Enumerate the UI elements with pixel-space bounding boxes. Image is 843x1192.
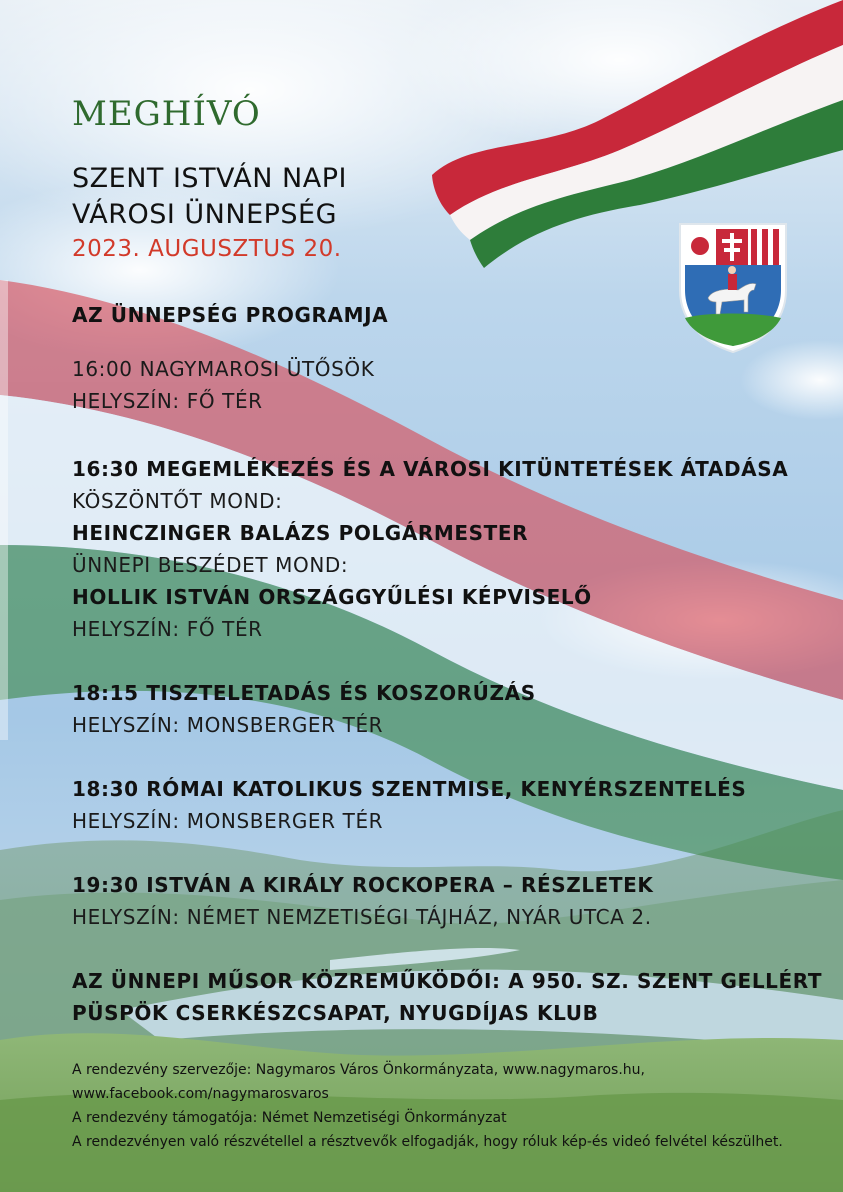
program-item-location: HELYSZÍN: MONSBERGER TÉR xyxy=(72,809,384,833)
greeting-name: HEINCZINGER BALÁZS POLGÁRMESTER xyxy=(72,521,529,545)
footer-consent: A rendezvényen való részvétellel a résztvevők elfogadják, hogy róluk kép-és videó felvétel készülhet. xyxy=(72,1134,783,1150)
contributors-line1: AZ ÜNNEPI MŰSOR KÖZREMŰKÖDŐI: A 950. SZ. SZENT GELLÉRT xyxy=(72,969,823,993)
event-title-line2: VÁROSI ÜNNEPSÉG xyxy=(72,199,338,230)
speech-name: HOLLIK ISTVÁN ORSZÁGGYŰLÉSI KÉPVISELŐ xyxy=(72,585,592,609)
program-heading: AZ ÜNNEPSÉG PROGRAMJA xyxy=(72,303,389,327)
event-date: 2023. AUGUSZTUS 20. xyxy=(72,236,342,262)
program-item-location: HELYSZÍN: MONSBERGER TÉR xyxy=(72,713,384,737)
nagymaros-coat-of-arms-icon xyxy=(676,220,790,356)
invitation-title: MEGHÍVÓ xyxy=(72,94,261,134)
program-item-title: 18:30 RÓMAI KATOLIKUS SZENTMISE, KENYÉRSZENTELÉS xyxy=(72,777,747,801)
event-title-line1: SZENT ISTVÁN NAPI xyxy=(72,163,347,194)
program-item-location: HELYSZÍN: FŐ TÉR xyxy=(72,389,263,413)
program-item-title: 18:15 TISZTELETADÁS ÉS KOSZORÚZÁS xyxy=(72,681,536,705)
footer-facebook: www.facebook.com/nagymarosvaros xyxy=(72,1086,329,1102)
footer-organizer: A rendezvény szervezője: Nagymaros Város Önkormányzata, www.nagymaros.hu, xyxy=(72,1062,645,1078)
speech-label: ÜNNEPI BESZÉDET MOND: xyxy=(72,553,349,577)
program-item-title: 19:30 ISTVÁN A KIRÁLY ROCKOPERA – RÉSZLETEK xyxy=(72,873,654,897)
program-item-title: 16:00 NAGYMAROSI ÜTŐSÖK xyxy=(72,357,375,381)
greeting-label: KÖSZÖNTŐT MOND: xyxy=(72,489,283,513)
footer-supporter: A rendezvény támogatója: Német Nemzetiségi Önkormányzat xyxy=(72,1110,507,1126)
program-item-title: 16:30 MEGEMLÉKEZÉS ÉS A VÁROSI KITÜNTETÉSEK ÁTADÁSA xyxy=(72,457,789,481)
contributors-line2: PÜSPÖK CSERKÉSZCSAPAT, NYUGDÍJAS KLUB xyxy=(72,1001,599,1025)
program-item-location: HELYSZÍN: NÉMET NEMZETISÉGI TÁJHÁZ, NYÁR UTCA 2. xyxy=(72,905,652,929)
program-item-location: HELYSZÍN: FŐ TÉR xyxy=(72,617,263,641)
